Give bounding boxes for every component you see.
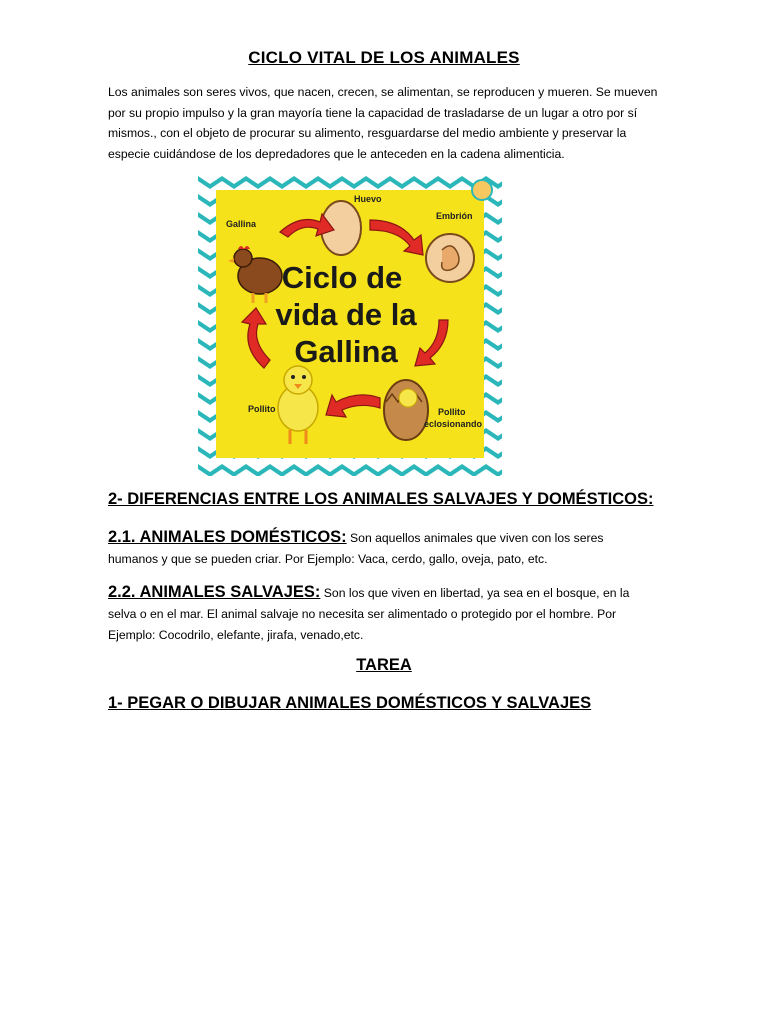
label-pollito-eclosionando-1: Pollito [438,407,466,417]
figure-title-line2: vida de la [275,297,417,332]
figure-title-line3: Gallina [294,334,398,369]
page-title: CICLO VITAL DE LOS ANIMALES [248,48,520,67]
task-1-heading: 1- PEGAR O DIBUJAR ANIMALES DOMÉSTICOS Y SALVAJES [108,694,592,712]
life-cycle-figure [198,172,502,476]
figure-title-line1: Ciclo de [281,260,403,295]
section-2-heading: 2- DIFERENCIAS ENTRE LOS ANIMALES SALVAJES Y DOMÉSTICOS: [108,490,654,508]
section-2-1 [108,527,653,570]
label-gallina: Gallina [226,219,257,229]
label-pollito-eclosionando-2: eclosionando [424,419,483,429]
hatching-egg-icon [384,380,428,440]
section-2-1-heading: 2.1. ANIMALES DOMÉSTICOS: [108,528,347,546]
logo-badge-icon [472,180,492,200]
section-2-1-text: Son aquellos animales que viven con los seres humanos y que se pueden criar. Por Ejemplo: Vaca, cerdo, gallo, oveja, pato, etc. [108,531,604,566]
label-embrion: Embrión [436,211,473,221]
section-2-2-heading: 2.2. ANIMALES SALVAJES: [108,583,321,601]
section-2-2-text: Son los que viven en libertad, ya sea en el bosque, en la selva o en el mar. El animal salvaje no necesita ser alimentado o protegido por el hombre. Por Ejemplo: Cocodrilo, elefante, jirafa, venado,etc. [108,586,630,642]
section-2-2 [108,582,653,646]
label-pollito: Pollito [248,404,276,414]
intro-paragraph: Los animales son seres vivos, que nacen, crecen, se alimentan, se reproducen y mueren. Se mueven por su propio impulso y la gran mayoría tiene la capacidad de trasladarse de un lugar a otro por sí mismos., con el objeto de procurar su alimento, resguardarse del medio ambiente y preservar la especie cuidándose de los depredadores que le anteceden en la cadena alimenticia. [108,85,658,161]
tarea-heading: TAREA [356,656,412,674]
label-huevo: Huevo [354,194,382,204]
